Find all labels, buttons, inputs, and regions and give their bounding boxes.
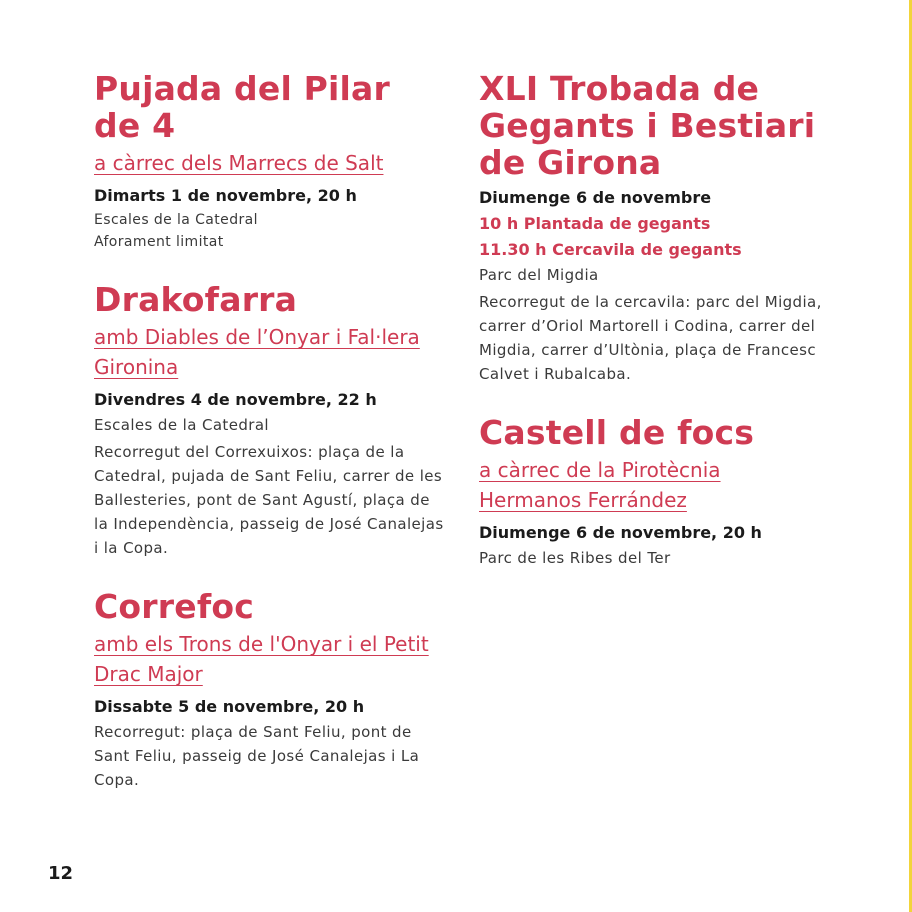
event-pujada-pilar xyxy=(94,70,444,253)
event-title: Castell de focs xyxy=(479,413,755,452)
event-drakofarra xyxy=(94,281,444,560)
event-organizer-link[interactable]: a càrrec de la Pirotècnia Hermanos Ferrández xyxy=(479,458,721,512)
event-organizer-link[interactable]: a càrrec dels Marrecs de Salt xyxy=(94,151,384,175)
event-date: Dissabte 5 de novembre, 20 h xyxy=(94,697,365,716)
event-schedule-item: 10 h Plantada de gegants xyxy=(479,214,711,233)
event-note: Aforament limitat xyxy=(94,234,224,250)
event-location: Escales de la Catedral xyxy=(94,212,258,228)
event-location: Escales de la Catedral xyxy=(94,416,269,434)
event-title: Pujada del Pilar de 4 xyxy=(94,69,390,145)
event-route: Recorregut del Correxuixos: plaça de la Catedral, pujada de Sant Feliu, carrer de les Ballesteries, pont de Sant Agustí, plaça de la Independència, passeig de José Canalejas i la Copa. xyxy=(94,443,444,557)
event-castell-focs xyxy=(479,414,824,570)
event-organizer-link[interactable]: amb Diables de l’Onyar i Fal·lera Gironina xyxy=(94,325,420,379)
page-number: 12 xyxy=(48,863,74,884)
event-date: Diumenge 6 de novembre, 20 h xyxy=(479,523,762,542)
event-date: Diumenge 6 de novembre xyxy=(479,188,712,207)
event-title: Drakofarra xyxy=(94,280,298,319)
event-title: XLI Trobada de Gegants i Bestiari de Girona xyxy=(479,69,816,182)
event-schedule-item: 11.30 h Cercavila de gegants xyxy=(479,240,742,259)
event-location: Parc del Migdia xyxy=(479,266,599,284)
event-route: Recorregut: plaça de Sant Feliu, pont de Sant Feliu, passeig de José Canalejas i La Copa. xyxy=(94,723,420,789)
event-organizer-link[interactable]: amb els Trons de l'Onyar i el Petit Drac Major xyxy=(94,632,429,686)
event-date: Dimarts 1 de novembre, 20 h xyxy=(94,186,357,205)
left-column xyxy=(94,70,444,820)
event-correfoc xyxy=(94,588,444,792)
event-trobada-gegants xyxy=(479,70,824,386)
event-date: Divendres 4 de novembre, 22 h xyxy=(94,390,377,409)
event-title: Correfoc xyxy=(94,587,255,626)
right-column xyxy=(479,70,824,598)
event-location: Parc de les Ribes del Ter xyxy=(479,549,671,567)
event-route: Recorregut de la cercavila: parc del Migdia, carrer d’Oriol Martorell i Codina, carrer del Migdia, carrer d’Ultònia, plaça de Francesc Calvet i Rubalcaba. xyxy=(479,293,822,383)
